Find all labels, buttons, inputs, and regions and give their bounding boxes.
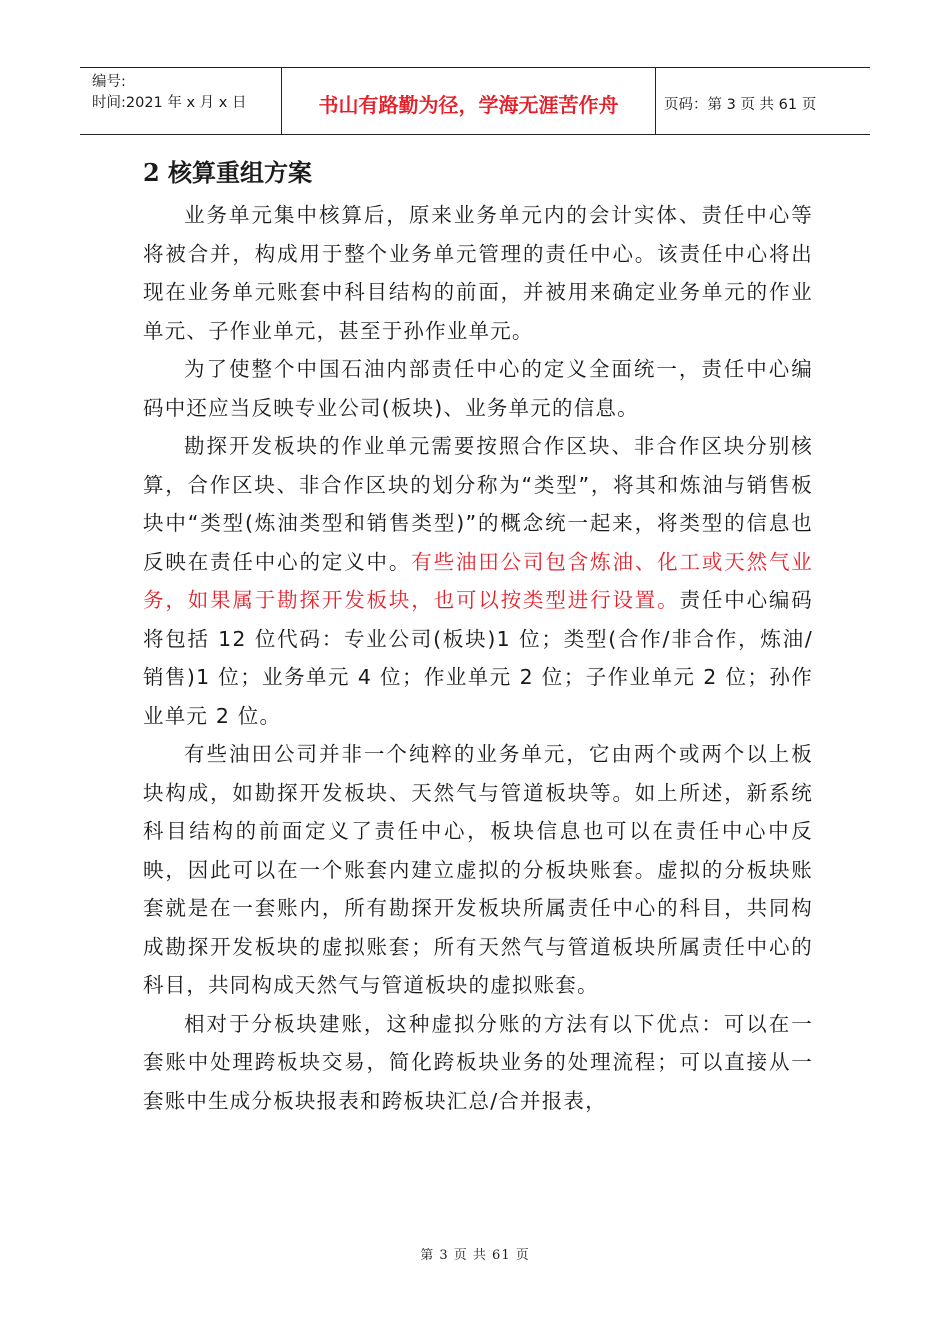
paragraph-1: 业务单元集中核算后，原来业务单元内的会计实体、责任中心等将被合并，构成用于整个业务单元管理的责任中心。该责任中心将出现在业务单元账套中科目结构的前面，并被用来确定业务单元的作业单元、子作业单元，甚至于孙作业单元。 bbox=[143, 203, 813, 343]
page-footer: 第 3 页 共 61 页 bbox=[420, 1248, 530, 1263]
document-number-label: 编号: bbox=[92, 74, 126, 90]
document-body bbox=[143, 150, 813, 1120]
header-meta bbox=[80, 68, 282, 134]
paragraph-3-part-b: 责任中心编码将包括 12 位代码：专业公司(板块)1 位；类型(合作/非合作，炼油/销售)1 位；业务单元 4 位；作业单元 2 位；子作业单元 2 位；孙作业单元 2 位。 bbox=[143, 588, 813, 728]
header-page-info: 页码：第 3 页 共 61 页 bbox=[664, 96, 817, 113]
paragraph-2: 为了使整个中国石油内部责任中心的定义全面统一，责任中心编码中还应当反映专业公司(板块)、业务单元的信息。 bbox=[143, 357, 813, 420]
page-header bbox=[80, 67, 870, 135]
section-title: 2 核算重组方案 bbox=[143, 158, 313, 187]
header-motto: 书山有路勤为径，学海无涯苦作舟 bbox=[282, 68, 656, 134]
document-date-label: 时间:2021 年 x 月 x 日 bbox=[92, 95, 247, 111]
paragraph-3 bbox=[143, 427, 813, 735]
paragraph-3-highlight: 有些油田公司包含炼油、化工或天然气业务，如果属于勘探开发板块，也可以按类型进行设置。 bbox=[143, 549, 813, 612]
paragraph-3-part-a: 勘探开发板块的作业单元需要按照合作区块、非合作区块分别核算，合作区块、非合作区块的划分称为“类型”，将其和炼油与销售板块中“类型(炼油类型和销售类型)”的概念统一起来，将类型的信息也反映在责任中心的定义中。 bbox=[143, 434, 813, 574]
paragraph-4: 有些油田公司并非一个纯粹的业务单元，它由两个或两个以上板块构成，如勘探开发板块、天然气与管道板块等。如上所述，新系统科目结构的前面定义了责任中心，板块信息也可以在责任中心中反映，因此可以在一个账套内建立虚拟的分板块账套。虚拟的分板块账套就是在一套账内，所有勘探开发板块所属责任中心的科目，共同构成勘探开发板块的虚拟账套；所有天然气与管道板块所属责任中心的科目，共同构成天然气与管道板块的虚拟账套。 bbox=[143, 742, 813, 997]
paragraph-5: 相对于分板块建账，这种虚拟分账的方法有以下优点：可以在一套账中处理跨板块交易，简化跨板块业务的处理流程；可以直接从一套账中生成分板块报表和跨板块汇总/合并报表， bbox=[143, 1011, 813, 1113]
